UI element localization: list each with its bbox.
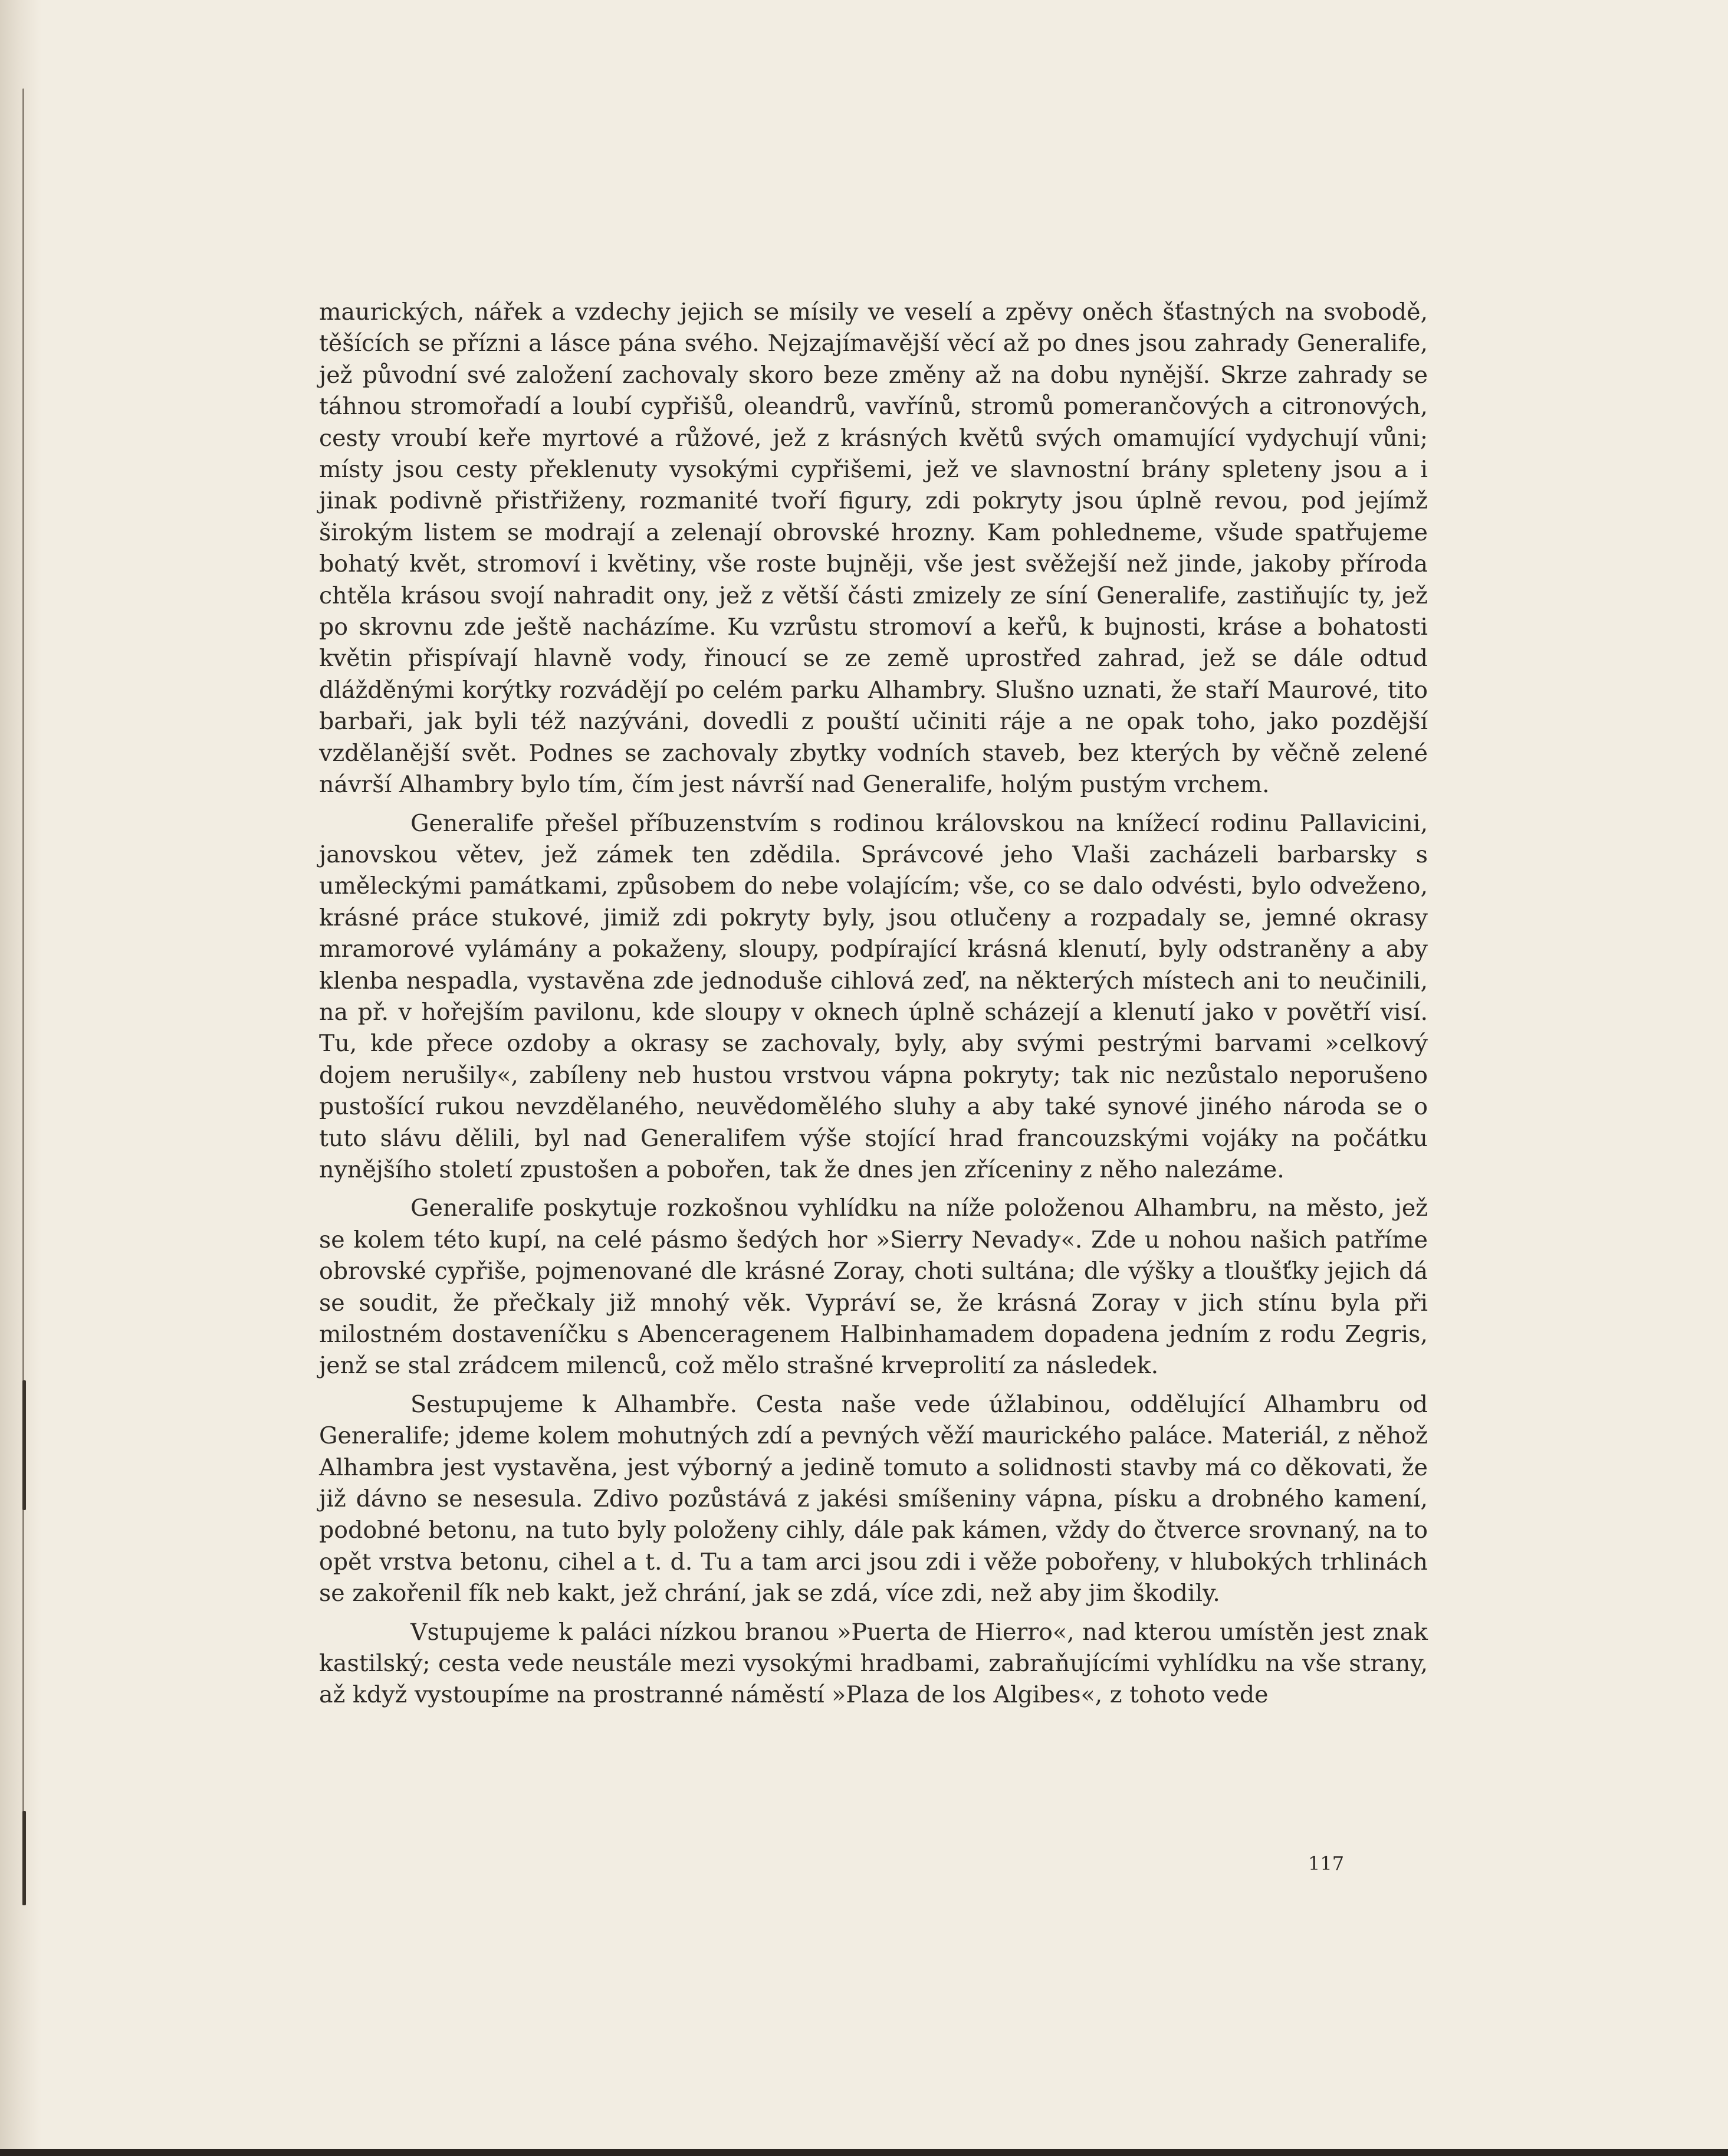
paragraph: Sestupujeme k Alhambře. Cesta naše vede úžlabinou, oddělující Alhambru od Generalife; jdeme kolem mohutných zdí a pevných věží maurického paláce. Materiál, z něhož Alhambra jest vystavěna, jest výborný a jedině tomuto a solidnosti stavby má co děkovati, že již dávno se nesesula. Zdivo pozůstává z jakési smíšeniny vápna, písku a drobného kamení, podobné betonu, na tuto byly položeny cihly, dále pak kámen, vždy do čtverce srovnaný, na to opět vrstva betonu, cihel a t. d. Tu a tam arci jsou zdi i věže pobořeny, v hlubokých trhlinách se zakořenil fík neb kakt, jež chrání, jak se zdá, více zdi, než aby jim škodily. — [319, 1390, 1428, 1607]
scan-bottom-edge — [0, 2149, 1728, 2156]
page-gutter-shadow — [0, 0, 41, 2156]
binding-mark — [22, 1380, 26, 1510]
binding-mark — [22, 88, 24, 1905]
binding-mark — [22, 1811, 26, 1905]
body-text — [319, 297, 1428, 1711]
paragraph: maurických, nářek a vzdechy jejich se mísily ve veselí a zpěvy oněch šťastných na svobodě, těšících se přízni a lásce pána svého. Nejzajímavější věcí až po dnes jsou zahrady Generalife, jež původní své založení zachovaly skoro beze změny až na dobu nynější. Skrze zahrady se táhnou stromořadí a loubí cypřišů, oleandrů, vavřínů, stromů pomerančových a citronových, cesty vroubí keře myrtové a růžové, jež z krásných květů svých omamující vydychují vůni; místy jsou cesty překlenuty vysokými cypřišemi, jež ve slavnostní brány spleteny jsou a i jinak podivně přistřiženy, rozmanité tvoří figury, zdi pokryty jsou úplně revou, pod jejímž širokým listem se modrají a zelenají obrovské hrozny. Kam pohledneme, všude spatřujeme bohatý květ, stromoví i květiny, vše roste bujněji, vše jest svěžejší než jinde, jakoby příroda chtěla krásou svojí nahradit ony, jež z větší části zmizely ze síní Generalife, zastiňujíc ty, jež po skrovnu zde ještě nacházíme. Ku vzrůstu stromoví a keřů, k bujnosti, kráse a bohatosti květin přispívají hlavně vody, řinoucí se ze země uprostřed zahrad, jež se dále odtud dlážděnými korýtky rozvádějí po celém parku Alhambry. Slušno uznati, že staří Maurové, tito barbaři, jak byli též nazýváni, dovedli z pouští učiniti ráje a ne opak toho, jako pozdější vzdělanější svět. Podnes se zachovaly zbytky vodních staveb, bez kterých by věčně zelené návrší Alhambry bylo tím, čím jest návrší nad Generalife, holým pustým vrchem. — [319, 298, 1428, 799]
paragraph: Generalife přešel příbuzenstvím s rodinou královskou na knížecí rodinu Pallavicini, janovskou větev, jež zámek ten zdědila. Správcové jeho Vlaši zacházeli barbarsky s uměleckými památkami, způsobem do nebe volajícím; vše, co se dalo odvésti, bylo odveženo, krásné práce stukové, jimiž zdi pokryty byly, jsou otlučeny a rozpadaly se, jemné okrasy mramorové vylámány a pokaženy, sloupy, podpírající krásná klenutí, byly odstraněny a aby klenba nespadla, vystavěna zde jednoduše cihlová zeď, na některých místech ani to neučinili, na př. v hořejším pavilonu, kde sloupy v oknech úplně scházejí a klenutí jako v povětří visí. Tu, kde přece ozdoby a okrasy se zachovaly, byly, aby svými pestrými barvami »celkový dojem nerušily«, zabíleny neb hustou vrstvou vápna pokryty; tak nic nezůstalo neporušeno pustošící rukou nevzdělaného, neuvědomělého sluhy a aby také synové jiného národa se o tuto slávu dělili, byl nad Generalifem výše stojící hrad francouzskými vojáky na počátku nynějšího století zpustošen a pobořen, tak že dnes jen zříceniny z něho nalezáme. — [319, 809, 1428, 1183]
paragraph: Generalife poskytuje rozkošnou vyhlídku na níže položenou Alhambru, na město, jež se kolem této kupí, na celé pásmo šedých hor »Sierry Nevady«. Zde u nohou našich patříme obrovské cypřiše, pojmenované dle krásné Zoray, choti sultána; dle výšky a tloušťky jejich dá se soudit, že přečkaly již mnohý věk. Vypráví se, že krásná Zoray v jich stínu byla při milostném dostaveníčku s Abenceragenem Halbinhamadem dopadena jedním z rodu Zegris, jenž se stal zrádcem milenců, což mělo strašné krveprolití za následek. — [319, 1195, 1428, 1380]
paragraph: Vstupujeme k paláci nízkou branou »Puerta de Hierro«, nad kterou umístěn jest znak kastilský; cesta vede neustále mezi vysokými hradbami, zabraňujícími vyhlídku na vše strany, až když vystoupíme na prostranné náměstí »Plaza de los Algibes«, z tohoto vede — [319, 1618, 1428, 1709]
page-number: 117 — [1308, 1852, 1345, 1875]
